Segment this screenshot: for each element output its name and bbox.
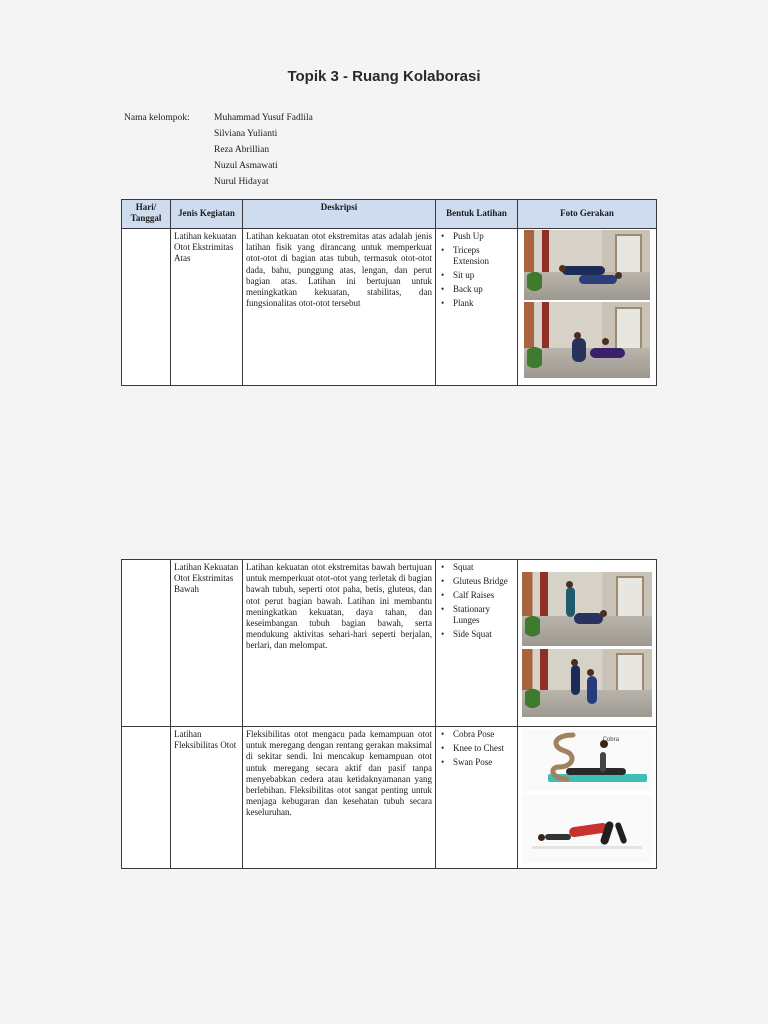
header-exercises: Bentuk Latihan [436, 200, 518, 229]
header-photo: Foto Gerakan [518, 200, 657, 229]
table-row [122, 560, 657, 727]
activity-table-part-2 [121, 559, 657, 869]
member-name: Nurul Hidayat [214, 177, 269, 187]
squat-photo [522, 649, 652, 717]
snake-icon [543, 731, 579, 783]
description-cell: Latihan kekuatan otot ekstremitas atas adalah jenis latihan fisik yang dirancang untuk memperkuat otot-otot di bagian atas tubuh, termasuk otot-otot dada, bahu, punggung atas, lengan, dan perut bagian atas. Latihan ini bertujuan untuk meningkatkan kekuatan, stabilitas, dan fungsionalitas otot-otot tersebut [243, 229, 436, 386]
exercise-list [439, 729, 514, 768]
photo-cell [518, 560, 657, 727]
exercise-item: • Cobra Pose [439, 729, 514, 740]
exercise-item: • Squat [439, 562, 514, 573]
activity-table-part-1 [121, 199, 657, 386]
exercise-item: • Calf Raises [439, 590, 514, 601]
member-name: Reza Abrillian [214, 145, 270, 155]
exercise-item: • Side Squat [439, 629, 514, 640]
cobra-pose-photo [522, 729, 652, 791]
member-name: Nuzul Asmawati [214, 161, 278, 171]
exercise-cell [436, 229, 518, 386]
activity-cell: Latihan kekuatan Otot Ekstrimitas Atas [171, 229, 243, 386]
lunge-photo [522, 572, 652, 646]
page-title: Topik 3 - Ruang Kolaborasi [287, 68, 481, 85]
photo-cell [518, 727, 657, 869]
photo-caption: Cobra [602, 737, 619, 744]
exercise-cell [436, 727, 518, 869]
photo-cell [518, 229, 657, 386]
header-day: Hari/ Tanggal [122, 200, 171, 229]
member-list [214, 110, 414, 190]
exercise-item: • Back up [439, 284, 514, 295]
exercise-item: • Push Up [439, 231, 514, 242]
activity-cell: Latihan Kekuatan Otot Ekstrimitas Bawah [171, 560, 243, 727]
header-activity: Jenis Kegiatan [171, 200, 243, 229]
exercise-item: • Stationary Lunges [439, 604, 514, 626]
description-cell: Latihan kekuatan otot ekstremitas bawah bertujuan untuk memperkuat otot-otot yang terletak di bagian bawah tubuh, seperti otot paha, betis, gluteus, dan otot perut bagian bawah. Latihan ini membantu meningkatkan kekuatan, daya tahan, dan keseimbangan tubuh bagian bawah, serta mendukung aktivitas sehari-hari seperti berjalan, berlari, dan melompat. [243, 560, 436, 727]
exercise-item: • Knee to Chest [439, 743, 514, 754]
exercise-item: • Swan Pose [439, 757, 514, 768]
day-cell [122, 229, 171, 386]
table-row [122, 229, 657, 386]
exercise-list [439, 231, 514, 309]
exercise-item: • Plank [439, 298, 514, 309]
day-cell [122, 560, 171, 727]
table-row [122, 727, 657, 869]
bridge-pose-photo [522, 795, 652, 863]
group-label: Nama kelompok: [124, 113, 190, 123]
day-cell [122, 727, 171, 869]
member-name: Muhammad Yusuf Fadlila [214, 113, 313, 123]
member-name: Silviana Yulianti [214, 129, 278, 139]
pushup-photo [524, 230, 650, 300]
exercise-item: • Sit up [439, 270, 514, 281]
exercise-item: • Gluteus Bridge [439, 576, 514, 587]
exercise-cell [436, 560, 518, 727]
exercise-item: • Triceps Extension [439, 245, 514, 267]
situp-photo [524, 302, 650, 378]
description-cell: Fleksibilitas otot mengacu pada kemampuan otot untuk meregang dengan rentang gerakan maksimal di sekitar sendi. Ini mencakup kemampuan otot untuk meregang secara aktif dan pasif tanpa menyebabkan cedera atau ketidaknyamanan yang berlebihan. Fleksibilitas otot sangat penting untuk menjaga kebugaran dan kesehatan tubuh secara keseluruhan. [243, 727, 436, 869]
activity-cell: Latihan Fleksibilitas Otot [171, 727, 243, 869]
exercise-list [439, 562, 514, 640]
header-description: Deskripsi [243, 200, 436, 229]
